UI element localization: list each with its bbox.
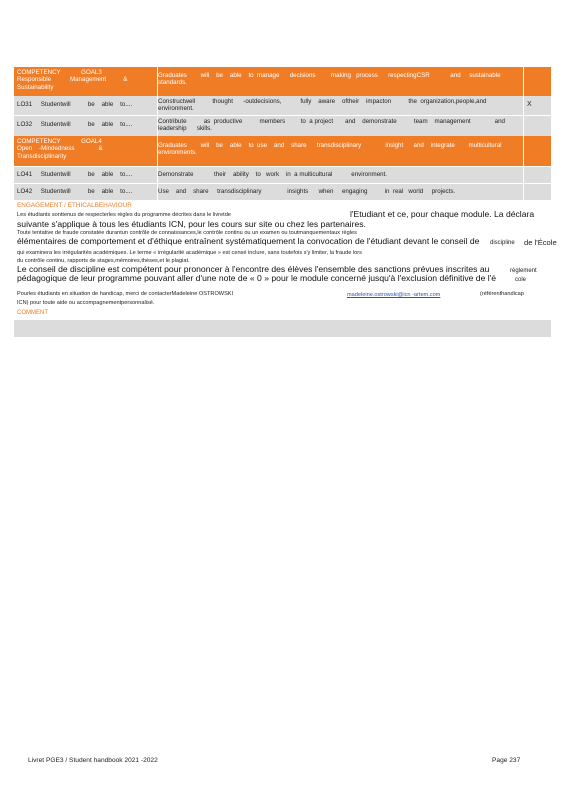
lo-mark: X bbox=[527, 101, 532, 108]
footer-left: Livret PGE3 / Student handbook 2021 -2022 bbox=[28, 757, 158, 764]
engagement-text: Les étudiants sonttenus de respecterles règles du programme décrites dans le livretde bbox=[17, 212, 231, 218]
competency-table-continued bbox=[14, 167, 551, 200]
engagement-text: du contrôle continu, rapports de stages,mémoires,thèses,et le plagiat. bbox=[17, 258, 190, 264]
engagement-heading: ENGAGEMENT / ETHICALBEHAVIOUR bbox=[17, 202, 132, 209]
goal-description: Graduates will be able to use and share transdisciplinary insight and integrate multicultural environments. bbox=[158, 142, 502, 157]
engagement-text: élémentaires de comportement et d'éthique entraînent systématiquement la convocation de l'étudiant devant le conseil de bbox=[17, 236, 480, 246]
lo-description: Use and share transdisciplinary insights when engaging in real world projects. bbox=[158, 188, 456, 195]
lo-row bbox=[14, 184, 551, 200]
competency-table bbox=[14, 67, 551, 170]
lo-row bbox=[14, 96, 551, 115]
engagement-text: suivante s'applique à tous les étudiants ICN, pour les cours sur site ou chez les partenaires. bbox=[17, 219, 366, 229]
engagement-text: cole bbox=[515, 277, 527, 283]
lo-description: Constructwell thought -outdecisions, fully aware oftheir impacton the organization,people,and environment. bbox=[158, 98, 487, 113]
goal-label: COMPETENCY GOAL3 Responsible Management & Sustainability bbox=[17, 69, 128, 91]
goal-label: COMPETENCY GOAL4 Open -Mindedness & Transdisciplinarity bbox=[17, 138, 103, 160]
goal-row bbox=[14, 67, 551, 96]
engagement-text: pédagogique de leur programme pouvant aller d'une note de « 0 » pour le module concerné jusqu'à l'exclusion définitive de l'é bbox=[17, 273, 497, 283]
disability-contact-email-link[interactable]: madeleine.ostrowski@icn -artem.com bbox=[347, 292, 441, 298]
lo-description: Contribute as productive members to a project and demonstrate team management and leadership skills. bbox=[158, 118, 505, 133]
comment-heading: COMMENT bbox=[17, 310, 48, 316]
lo-label: LO42 Studentwill be able to.... bbox=[17, 188, 133, 195]
goal-description: Graduates will be able to manage decisions making process respectingCSR and sustainable standards. bbox=[158, 72, 501, 87]
engagement-text: ICN) pour toute aide ou accompagnementpersonnalisé. bbox=[17, 300, 155, 306]
engagement-text: de l'École bbox=[524, 238, 557, 247]
page-number: Page 237 bbox=[492, 757, 521, 764]
lo-label: LO31 Studentwill be able to.... bbox=[17, 101, 133, 108]
lo-row bbox=[14, 167, 551, 183]
engagement-text: (référenthandicap bbox=[480, 291, 524, 297]
comment-box bbox=[14, 320, 551, 337]
engagement-text: Le conseil de discipline est compétent pour prononcer à l'encontre des élèves l'ensemble des sanctions prévues inscrites au bbox=[17, 264, 490, 274]
engagement-text: l'Etudiant et ce, pour chaque module. La déclara bbox=[350, 209, 535, 219]
engagement-text: Toute tentative de fraude constatée durantun contrôle de connaissances,le contrôle continu ou un examen ou toutmanquementaux règles bbox=[17, 230, 357, 236]
lo-description: Demonstrate their ability to work in a multicultural environment. bbox=[158, 171, 388, 178]
lo-label: LO41 Studentwill be able to.... bbox=[17, 171, 133, 178]
engagement-text: qui examinera les irrégularités académiques. Le terme « irrégularité académique » est censé inclure, sans toutefois s'y limiter, la fraude lors bbox=[17, 250, 362, 256]
engagement-text: règlement bbox=[510, 268, 537, 274]
column-divider bbox=[523, 67, 524, 200]
lo-label: LO32 Studentwill be able to.... bbox=[17, 121, 133, 128]
lo-row bbox=[14, 116, 551, 136]
goal-row bbox=[14, 136, 551, 166]
column-divider bbox=[157, 67, 158, 200]
engagement-text: Pourles étudiants en situation de handicap, merci de contacterMadeleine OSTROWSKI bbox=[17, 291, 234, 297]
engagement-text: discipline bbox=[490, 240, 515, 246]
